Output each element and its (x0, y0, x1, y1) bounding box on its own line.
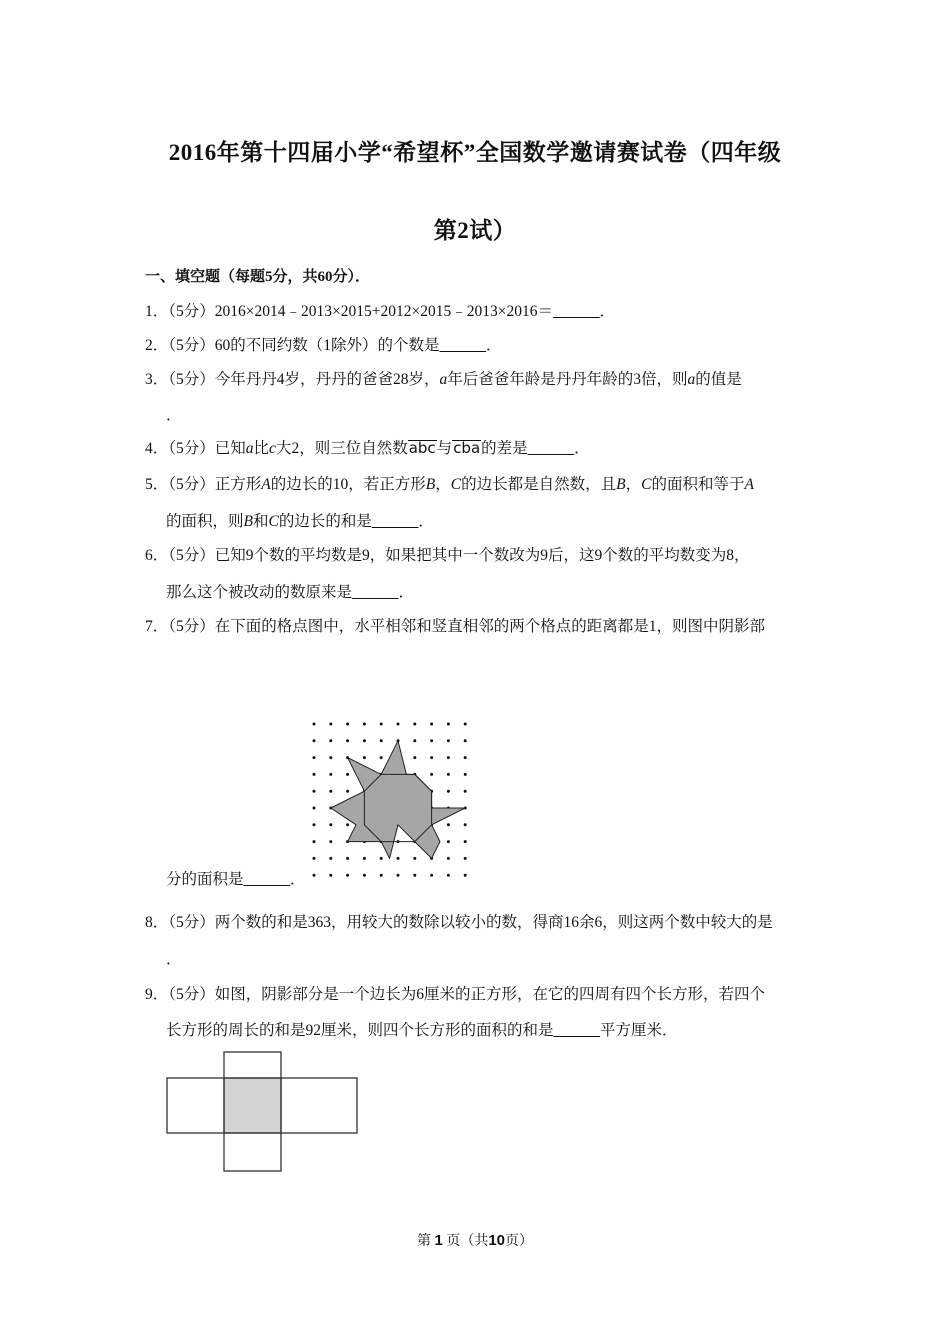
lattice-dot (430, 874, 433, 877)
lattice-dot (430, 773, 433, 776)
lattice-dot (329, 840, 332, 843)
overline-number-abc: abc (408, 439, 436, 457)
lattice-dot (447, 857, 450, 860)
lattice-dot (380, 874, 383, 877)
lattice-dot (329, 723, 332, 726)
lattice-dot (413, 857, 416, 860)
lattice-dot (413, 874, 416, 877)
lattice-dot (313, 807, 316, 810)
lattice-dot (464, 756, 467, 759)
lattice-dot (313, 823, 316, 826)
question-8: 8．（5分）两个数的和是363，用较大的数除以较小的数，得商16余6，则这两个数中较大的是 (145, 914, 773, 931)
lattice-dot (380, 739, 383, 742)
answer-blank[interactable]: ______ (352, 584, 399, 601)
question-8-line2: ． (166, 951, 182, 968)
question-4: 4．（5分）已知a比c大2，则三位自然数abc与cba的差是______． (145, 439, 590, 457)
lattice-dot (413, 739, 416, 742)
section-heading: 一、填空题（每题5分，共60分）． (145, 269, 371, 285)
lattice-dot (329, 857, 332, 860)
lattice-dot (329, 823, 332, 826)
lattice-dot (464, 739, 467, 742)
lattice-dot (363, 874, 366, 877)
answer-blank[interactable]: ______ (527, 440, 575, 457)
top-rectangle (224, 1052, 281, 1078)
question-5: 5．（5分）正方形A的边长的10，若正方形B，C的边长都是自然数，且B，C的面积和等于A (145, 476, 754, 493)
lattice-dot (464, 840, 467, 843)
lattice-dot (430, 739, 433, 742)
lattice-dot (464, 790, 467, 793)
lattice-dot (363, 756, 366, 759)
left-rectangle (167, 1078, 224, 1133)
answer-blank[interactable]: ______ (439, 337, 487, 354)
question-5-line2: 的面积，则B和C的边长的和是______． (166, 513, 434, 530)
question-3: 3．（5分）今年丹丹4岁，丹丹的爸爸28岁，a年后爸爸年龄是丹丹年龄的3倍，则a的值是 (145, 371, 742, 388)
question-6-line2: 那么这个被改动的数原来是______． (166, 584, 415, 601)
answer-blank[interactable]: ______ (371, 513, 419, 530)
lattice-dot (380, 723, 383, 726)
lattice-dot (313, 790, 316, 793)
lattice-dot (447, 723, 450, 726)
lattice-dot (413, 723, 416, 726)
lattice-dot (380, 756, 383, 759)
lattice-dot (313, 756, 316, 759)
lattice-dot (464, 823, 467, 826)
lattice-dot (313, 874, 316, 877)
page-footer: 第 1 页（共10页） (416, 1232, 534, 1249)
lattice-dot (397, 874, 400, 877)
lattice-dot (363, 723, 366, 726)
lattice-dot (363, 857, 366, 860)
overline-number-cba: cba (453, 439, 481, 457)
lattice-star-figure (305, 715, 475, 885)
lattice-dot (346, 723, 349, 726)
lattice-dot (329, 756, 332, 759)
page-title-line2: 第2试） (433, 218, 517, 243)
question-9: 9．（5分）如图，阴影部分是一个边长为6厘米的正方形，在它的四周有四个长方形，若四个 (145, 986, 766, 1003)
question-7-line2: 分的面积是______． (166, 871, 306, 888)
lattice-dot (464, 857, 467, 860)
lattice-dot (346, 857, 349, 860)
lattice-dot (329, 790, 332, 793)
lattice-dot (447, 756, 450, 759)
lattice-dot (430, 756, 433, 759)
page-title-line1: 2016年第十四届小学“希望杯”全国数学邀请赛试卷（四年级 (168, 140, 782, 165)
question-7: 7．（5分）在下面的格点图中，水平相邻和竖直相邻的两个格点的距离都是1，则图中阴影部 (145, 618, 766, 635)
question-3-line2: ． (166, 407, 182, 424)
lattice-dot (346, 874, 349, 877)
lattice-dot (313, 773, 316, 776)
lattice-dot (346, 790, 349, 793)
cross-rectangles-figure (163, 1048, 363, 1176)
lattice-dot (447, 874, 450, 877)
lattice-dot (329, 739, 332, 742)
lattice-dot (464, 874, 467, 877)
answer-blank[interactable]: ______ (552, 303, 600, 320)
lattice-dot (447, 773, 450, 776)
lattice-dot (447, 823, 450, 826)
right-rectangle (281, 1078, 357, 1133)
lattice-dot (346, 739, 349, 742)
answer-blank[interactable]: ______ (243, 871, 291, 888)
lattice-dot (447, 790, 450, 793)
answer-blank[interactable]: ______ (553, 1022, 601, 1039)
lattice-dot (464, 773, 467, 776)
lattice-dot (329, 874, 332, 877)
lattice-dot (346, 773, 349, 776)
lattice-dot (397, 723, 400, 726)
lattice-dot (380, 857, 383, 860)
question-9-line2: 长方形的周长的和是92厘米，则四个长方形的面积的和是______平方厘米． (166, 1022, 678, 1039)
lattice-dot (313, 723, 316, 726)
shaded-square (224, 1078, 281, 1133)
lattice-dot (313, 840, 316, 843)
lattice-dot (346, 823, 349, 826)
lattice-dot (464, 723, 467, 726)
lattice-dot (313, 857, 316, 860)
lattice-dot (313, 739, 316, 742)
lattice-dot (397, 857, 400, 860)
lattice-dot (413, 756, 416, 759)
lattice-dot (447, 840, 450, 843)
bottom-rectangle (224, 1133, 281, 1171)
lattice-dot (329, 773, 332, 776)
lattice-dot (363, 739, 366, 742)
lattice-dot (447, 739, 450, 742)
question-6: 6．（5分）已知9个数的平均数是9，如果把其中一个数改为9后，这9个数的平均数变为8， (145, 547, 750, 564)
question-2: 2．（5分）60的不同约数（1除外）的个数是______． (145, 337, 502, 354)
question-1: 1．（5分）2016×2014﹣2013×2015+2012×2015﹣2013×2016＝______． (145, 303, 615, 320)
lattice-dot (430, 723, 433, 726)
